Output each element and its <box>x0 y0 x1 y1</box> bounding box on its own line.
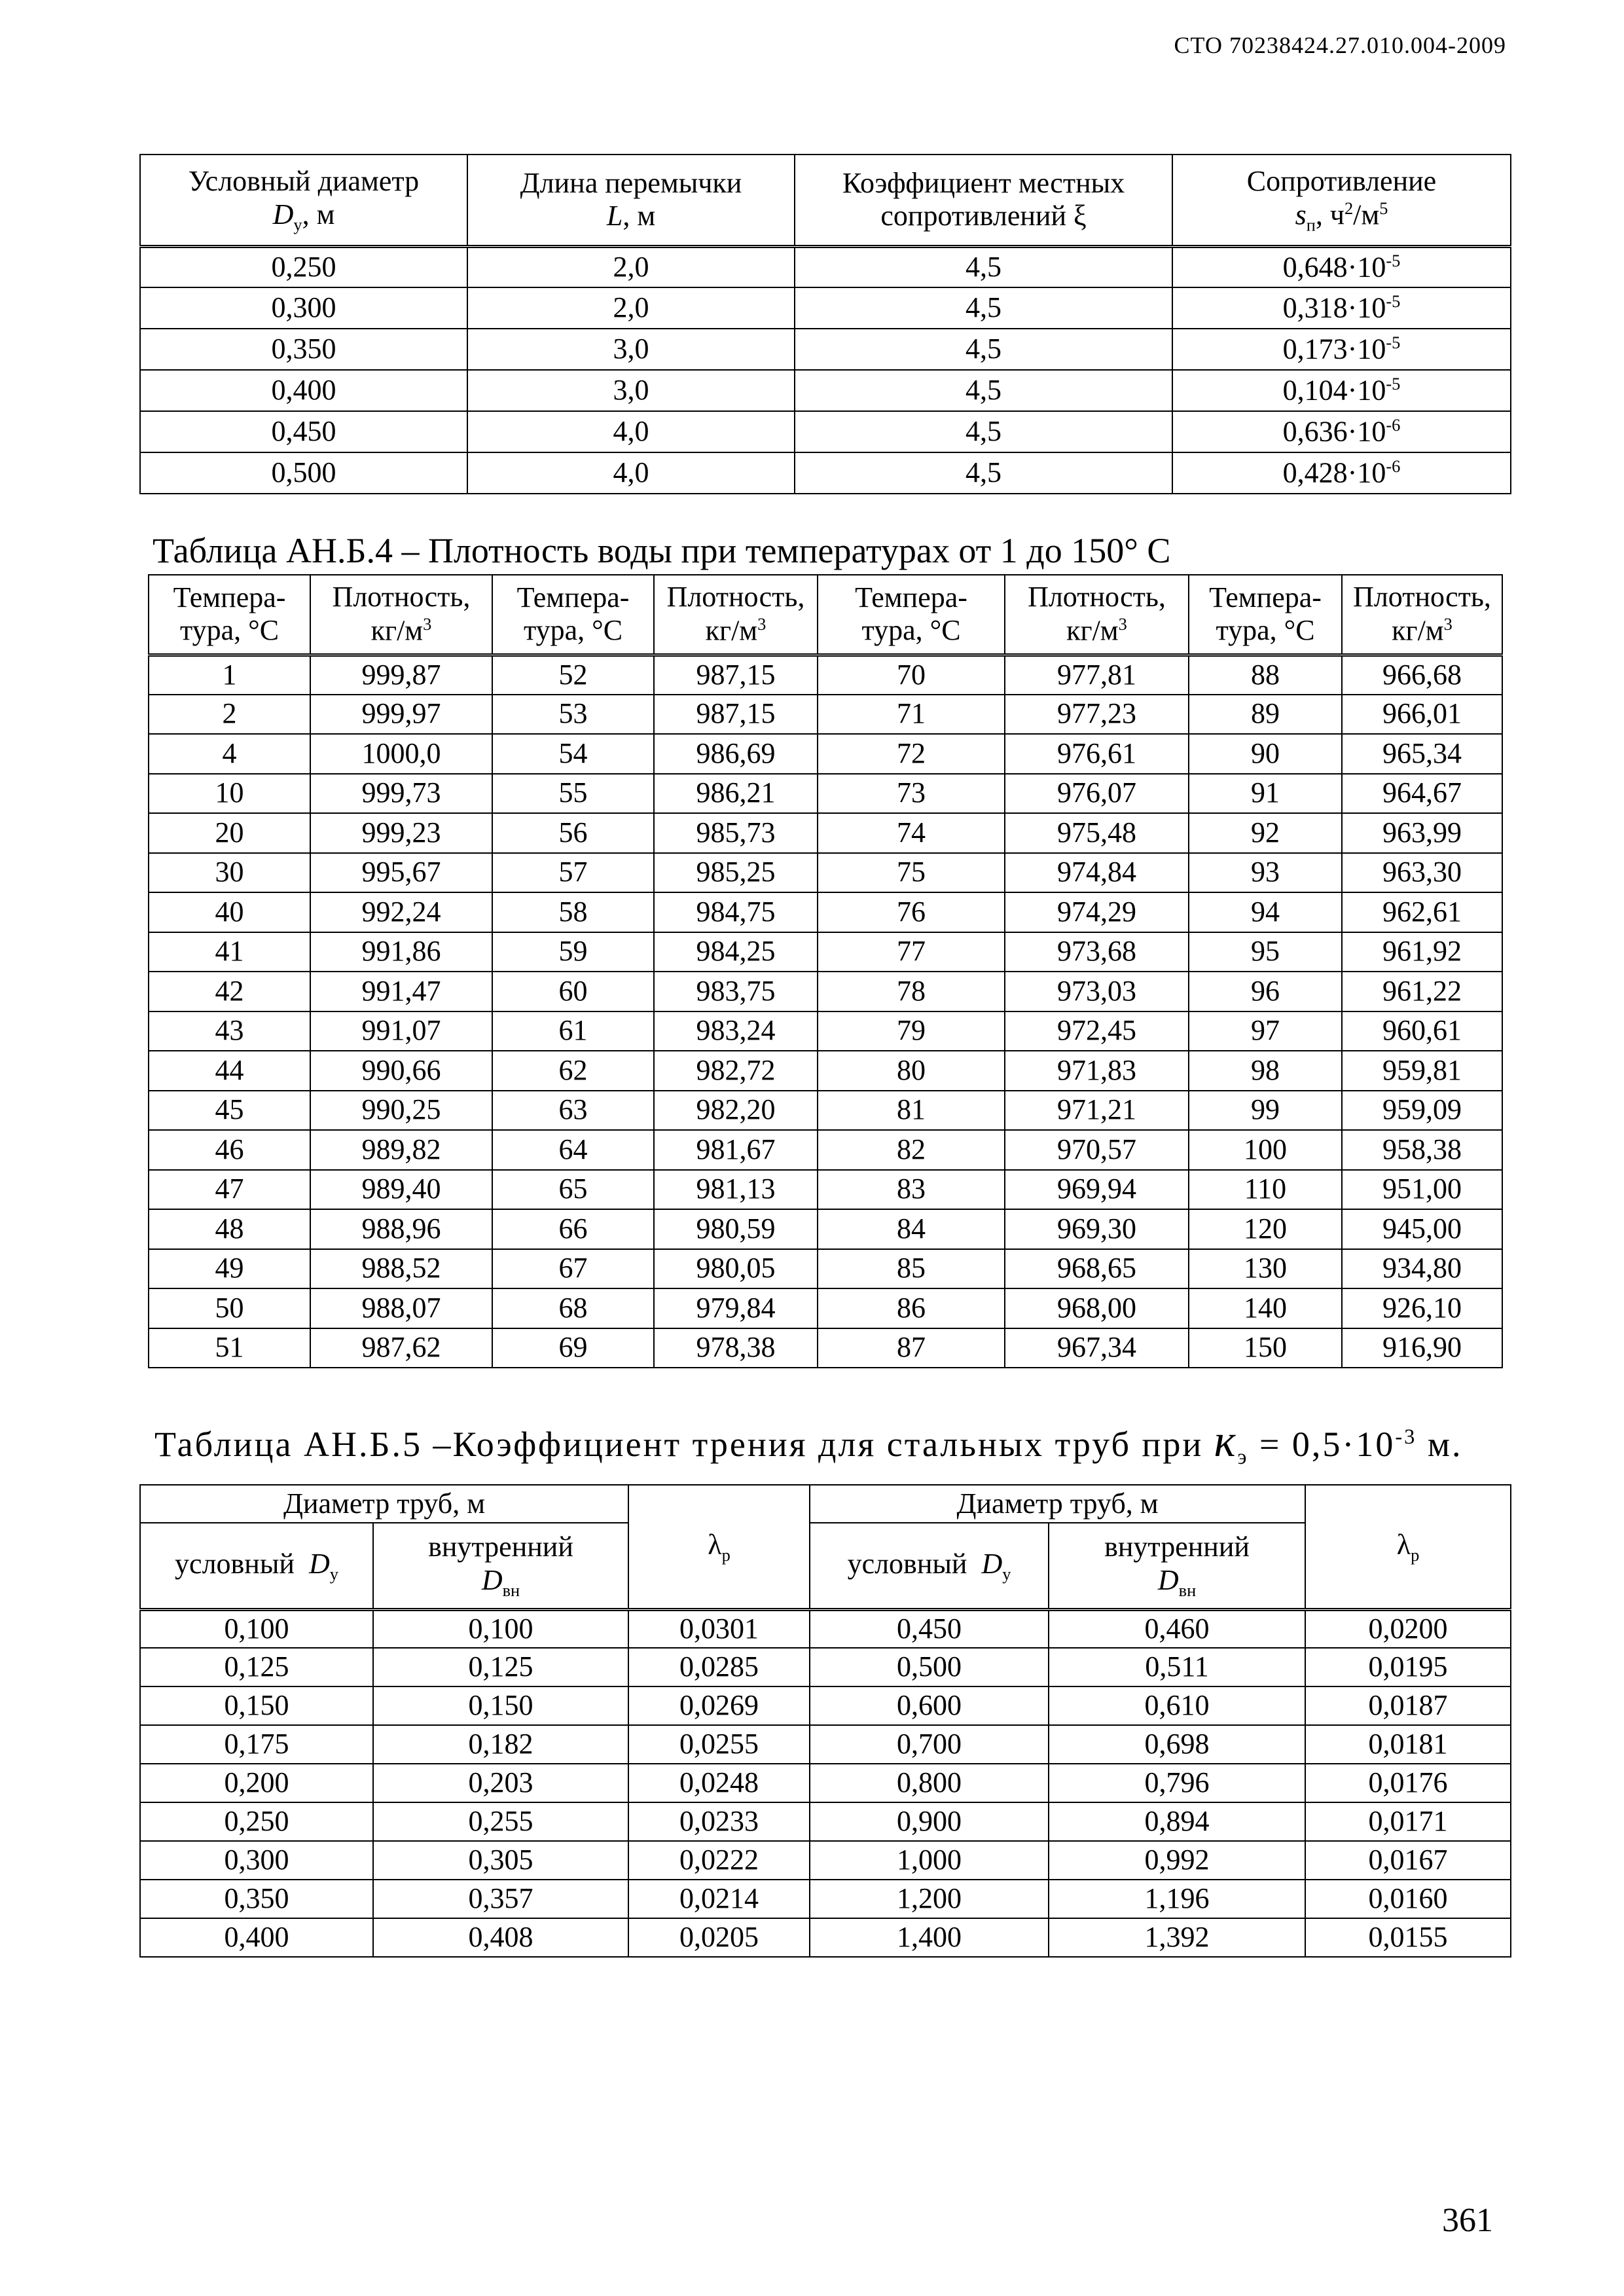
table-cell: $0,428\cdot 10^{-6}$ <box>1172 452 1511 494</box>
density-cell: 988,52 <box>310 1249 492 1289</box>
temperature-cell: 45 <box>149 1091 310 1131</box>
temperature-cell: 72 <box>818 734 1005 774</box>
table-cell: 0,175 <box>140 1725 373 1764</box>
table-cell: 0,203 <box>373 1764 628 1802</box>
temperature-cell: 43 <box>149 1011 310 1051</box>
density-cell: 951,00 <box>1342 1170 1502 1210</box>
density-cell: 965,34 <box>1342 734 1502 774</box>
temperature-cell: 90 <box>1189 734 1342 774</box>
temperature-cell: 130 <box>1189 1249 1342 1289</box>
temperature-cell: 70 <box>818 655 1005 695</box>
table-row <box>149 1328 1502 1368</box>
table-row <box>149 892 1502 932</box>
table-cell: 0,0167 <box>1305 1841 1511 1880</box>
temperature-cell: 51 <box>149 1328 310 1368</box>
table-cell: 0,460 <box>1049 1609 1305 1648</box>
density-cell: 916,90 <box>1342 1328 1502 1368</box>
temperature-cell: 73 <box>818 774 1005 814</box>
table-cell: 0,0155 <box>1305 1918 1511 1957</box>
temperature-cell: 150 <box>1189 1328 1342 1368</box>
table-cell: $0,636\cdot 10^{-6}$ <box>1172 411 1511 452</box>
temperature-cell: 76 <box>818 892 1005 932</box>
temperature-cell: 46 <box>149 1130 310 1170</box>
temperature-cell: 89 <box>1189 695 1342 735</box>
document-code: СТО 70238424.27.010.004-2009 <box>1174 32 1506 58</box>
temperature-cell: 82 <box>818 1130 1005 1170</box>
density-cell: 980,59 <box>654 1209 818 1249</box>
temperature-cell: 95 <box>1189 932 1342 972</box>
density-cell: 972,45 <box>1005 1011 1189 1051</box>
header-inner-diameter-left: внутренний $D_{вн}$ <box>373 1523 628 1609</box>
table-row <box>140 287 1511 329</box>
table-cell: 0,250 <box>140 246 467 287</box>
bypass-resistance-table <box>139 154 1511 494</box>
density-cell: 973,03 <box>1005 972 1189 1011</box>
table-header-row <box>140 155 1511 246</box>
temperature-cell: 85 <box>818 1249 1005 1289</box>
table-cell: 0,800 <box>810 1764 1049 1802</box>
header-lambda-right: $\lambda_р$ <box>1305 1485 1511 1609</box>
temperature-cell: 88 <box>1189 655 1342 695</box>
temperature-cell: 93 <box>1189 853 1342 893</box>
header-density: Плотность, $кг/м^3$ <box>654 575 818 655</box>
table-row <box>140 246 1511 287</box>
density-cell: 988,07 <box>310 1288 492 1328</box>
header-local-resistance-coefficient: Коэффициент местных сопротивлений ξ <box>795 155 1172 246</box>
table-caption-water-density: Таблица АН.Б.4 – Плотность воды при температурах от 1 до 150° С <box>153 531 1171 570</box>
table-cell: 0,350 <box>140 1880 373 1918</box>
temperature-cell: 61 <box>492 1011 654 1051</box>
density-cell: 945,00 <box>1342 1209 1502 1249</box>
density-cell: 961,22 <box>1342 972 1502 1011</box>
temperature-cell: 10 <box>149 774 310 814</box>
density-cell: 979,84 <box>654 1288 818 1328</box>
table-row <box>140 452 1511 494</box>
table-cell: 0,992 <box>1049 1841 1305 1880</box>
temperature-cell: 54 <box>492 734 654 774</box>
friction-coefficient-table <box>139 1484 1511 1958</box>
table-cell: 1,200 <box>810 1880 1049 1918</box>
table-cell: 1,400 <box>810 1918 1049 1957</box>
density-cell: 982,72 <box>654 1051 818 1091</box>
table-cell: 0,500 <box>810 1648 1049 1686</box>
table-row <box>149 774 1502 814</box>
temperature-cell: 59 <box>492 932 654 972</box>
table-row <box>149 1051 1502 1091</box>
temperature-cell: 120 <box>1189 1209 1342 1249</box>
temperature-cell: 65 <box>492 1170 654 1210</box>
table-cell: 0,900 <box>810 1802 1049 1841</box>
table-cell: 0,700 <box>810 1725 1049 1764</box>
table-row <box>149 853 1502 893</box>
temperature-cell: 57 <box>492 853 654 893</box>
table-row <box>149 1130 1502 1170</box>
density-cell: 989,40 <box>310 1170 492 1210</box>
table-cell: 0,511 <box>1049 1648 1305 1686</box>
density-cell: 983,24 <box>654 1011 818 1051</box>
table-header-row <box>140 1523 1511 1609</box>
temperature-cell: 40 <box>149 892 310 932</box>
table-cell: 2,0 <box>467 287 795 329</box>
table-cell: 0,182 <box>373 1725 628 1764</box>
table-row <box>140 1764 1511 1802</box>
header-pipe-diameter-group-left: Диаметр труб, м <box>140 1485 628 1523</box>
temperature-cell: 69 <box>492 1328 654 1368</box>
temperature-cell: 44 <box>149 1051 310 1091</box>
density-cell: 968,00 <box>1005 1288 1189 1328</box>
table-cell: 0,610 <box>1049 1686 1305 1725</box>
density-cell: 969,94 <box>1005 1170 1189 1210</box>
temperature-cell: 97 <box>1189 1011 1342 1051</box>
density-cell: 963,30 <box>1342 853 1502 893</box>
density-cell: 974,84 <box>1005 853 1189 893</box>
density-cell: 983,75 <box>654 972 818 1011</box>
density-cell: 976,07 <box>1005 774 1189 814</box>
table-cell: 0,450 <box>140 411 467 452</box>
density-cell: 934,80 <box>1342 1249 1502 1289</box>
density-cell: 1000,0 <box>310 734 492 774</box>
table-cell: 0,300 <box>140 287 467 329</box>
density-cell: 991,07 <box>310 1011 492 1051</box>
density-cell: 967,34 <box>1005 1328 1189 1368</box>
temperature-cell: 42 <box>149 972 310 1011</box>
temperature-cell: 74 <box>818 813 1005 853</box>
table-cell: 1,392 <box>1049 1918 1305 1957</box>
density-cell: 971,21 <box>1005 1091 1189 1131</box>
header-density: Плотность, $кг/м^3$ <box>1342 575 1502 655</box>
table-cell: 0,0187 <box>1305 1686 1511 1725</box>
temperature-cell: 68 <box>492 1288 654 1328</box>
temperature-cell: 60 <box>492 972 654 1011</box>
density-cell: 959,81 <box>1342 1051 1502 1091</box>
density-cell: 962,61 <box>1342 892 1502 932</box>
table-cell: 0,250 <box>140 1802 373 1841</box>
temperature-cell: 47 <box>149 1170 310 1210</box>
table-cell: $0,648\cdot 10^{-5}$ <box>1172 246 1511 287</box>
table-row <box>149 734 1502 774</box>
density-cell: 991,47 <box>310 972 492 1011</box>
temperature-cell: 92 <box>1189 813 1342 853</box>
density-cell: 982,20 <box>654 1091 818 1131</box>
header-resistance: Сопротивление $s_п$, $ч^2/м^5$ <box>1172 155 1511 246</box>
density-cell: 986,69 <box>654 734 818 774</box>
table-cell: 0,0233 <box>628 1802 810 1841</box>
density-cell: 971,83 <box>1005 1051 1189 1091</box>
density-cell: 987,15 <box>654 655 818 695</box>
table-cell: 0,0200 <box>1305 1609 1511 1648</box>
table-cell: 0,0248 <box>628 1764 810 1802</box>
table-caption-friction-coefficient: Таблица АН.Б.5 –Коэффициент трения для стальных труб при $к_э = 0,5\cdot 10^{-3}$ м. <box>154 1416 1463 1469</box>
table-row <box>149 813 1502 853</box>
table-row <box>140 1841 1511 1880</box>
table-cell: 0,408 <box>373 1918 628 1957</box>
density-cell: 966,68 <box>1342 655 1502 695</box>
table-cell: 3,0 <box>467 329 795 370</box>
table-cell: 0,0160 <box>1305 1880 1511 1918</box>
table-cell: $0,173\cdot 10^{-5}$ <box>1172 329 1511 370</box>
table-cell: 4,5 <box>795 246 1172 287</box>
header-bypass-length: Длина перемычки L, м <box>467 155 795 246</box>
density-cell: 978,38 <box>654 1328 818 1368</box>
temperature-cell: 63 <box>492 1091 654 1131</box>
header-nominal-diameter-right: условный $D_у$ <box>810 1523 1049 1609</box>
table-row <box>149 1209 1502 1249</box>
temperature-cell: 55 <box>492 774 654 814</box>
table-cell: 1,196 <box>1049 1880 1305 1918</box>
table-cell: 0,0195 <box>1305 1648 1511 1686</box>
table-cell: 4,5 <box>795 411 1172 452</box>
table-cell: 0,125 <box>140 1648 373 1686</box>
water-density-table <box>148 574 1503 1368</box>
temperature-cell: 110 <box>1189 1170 1342 1210</box>
temperature-cell: 20 <box>149 813 310 853</box>
table-cell: 0,0222 <box>628 1841 810 1880</box>
temperature-cell: 30 <box>149 853 310 893</box>
density-cell: 958,38 <box>1342 1130 1502 1170</box>
header-temperature: Темпера- тура, °С <box>492 575 654 655</box>
density-cell: 966,01 <box>1342 695 1502 735</box>
table-cell: 0,0269 <box>628 1686 810 1725</box>
temperature-cell: 2 <box>149 695 310 735</box>
temperature-cell: 49 <box>149 1249 310 1289</box>
density-cell: 973,68 <box>1005 932 1189 972</box>
table-row <box>149 932 1502 972</box>
table-cell: 0,0205 <box>628 1918 810 1957</box>
density-cell: 963,99 <box>1342 813 1502 853</box>
table-cell: 0,0181 <box>1305 1725 1511 1764</box>
table-row <box>149 1091 1502 1131</box>
table-row <box>149 972 1502 1011</box>
header-temperature: Темпера- тура, °С <box>149 575 310 655</box>
temperature-cell: 79 <box>818 1011 1005 1051</box>
temperature-cell: 87 <box>818 1328 1005 1368</box>
table-cell: 0,500 <box>140 452 467 494</box>
table-cell: 0,100 <box>140 1609 373 1648</box>
table-cell: 4,0 <box>467 452 795 494</box>
table-cell: 0,357 <box>373 1880 628 1918</box>
header-nominal-diameter: Условный диаметр $D_у$, м <box>140 155 467 246</box>
table-cell: 2,0 <box>467 246 795 287</box>
density-cell: 999,23 <box>310 813 492 853</box>
table-row <box>140 1918 1511 1957</box>
table-row <box>149 1170 1502 1210</box>
temperature-cell: 56 <box>492 813 654 853</box>
table-row <box>140 370 1511 411</box>
table-row <box>149 655 1502 695</box>
kappa-symbol: к <box>1214 1416 1238 1467</box>
density-cell: 974,29 <box>1005 892 1189 932</box>
table-row <box>149 1011 1502 1051</box>
density-cell: 977,81 <box>1005 655 1189 695</box>
table-header-row <box>149 575 1502 655</box>
density-cell: 970,57 <box>1005 1130 1189 1170</box>
table-cell: 0,200 <box>140 1764 373 1802</box>
density-cell: 988,96 <box>310 1209 492 1249</box>
temperature-cell: 96 <box>1189 972 1342 1011</box>
table-header-row <box>140 1485 1511 1523</box>
header-nominal-diameter-left: условный $D_у$ <box>140 1523 373 1609</box>
table-row <box>140 1648 1511 1686</box>
temperature-cell: 53 <box>492 695 654 735</box>
table-cell: 0,0255 <box>628 1725 810 1764</box>
header-density: Плотность, $кг/м^3$ <box>310 575 492 655</box>
table-cell: 3,0 <box>467 370 795 411</box>
table-cell: 0,150 <box>140 1686 373 1725</box>
density-cell: 959,09 <box>1342 1091 1502 1131</box>
table-cell: 0,0171 <box>1305 1802 1511 1841</box>
density-cell: 989,82 <box>310 1130 492 1170</box>
table-row <box>149 1288 1502 1328</box>
table-row <box>149 1249 1502 1289</box>
temperature-cell: 75 <box>818 853 1005 893</box>
temperature-cell: 99 <box>1189 1091 1342 1131</box>
temperature-cell: 84 <box>818 1209 1005 1249</box>
density-cell: 985,25 <box>654 853 818 893</box>
table-cell: 0,400 <box>140 1918 373 1957</box>
temperature-cell: 81 <box>818 1091 1005 1131</box>
density-cell: 990,25 <box>310 1091 492 1131</box>
table-cell: 4,5 <box>795 287 1172 329</box>
density-cell: 981,67 <box>654 1130 818 1170</box>
temperature-cell: 78 <box>818 972 1005 1011</box>
page-number: 361 <box>1442 2202 1493 2239</box>
table-row <box>140 411 1511 452</box>
temperature-cell: 4 <box>149 734 310 774</box>
density-cell: 960,61 <box>1342 1011 1502 1051</box>
density-cell: 999,97 <box>310 695 492 735</box>
density-cell: 968,65 <box>1005 1249 1189 1289</box>
temperature-cell: 66 <box>492 1209 654 1249</box>
table-cell: 0,100 <box>373 1609 628 1648</box>
density-cell: 995,67 <box>310 853 492 893</box>
table-cell: 0,450 <box>810 1609 1049 1648</box>
table-cell: 1,000 <box>810 1841 1049 1880</box>
temperature-cell: 1 <box>149 655 310 695</box>
table-cell: 4,0 <box>467 411 795 452</box>
table-cell: 0,600 <box>810 1686 1049 1725</box>
table-cell: 0,698 <box>1049 1725 1305 1764</box>
temperature-cell: 71 <box>818 695 1005 735</box>
temperature-cell: 80 <box>818 1051 1005 1091</box>
table-cell: 4,5 <box>795 370 1172 411</box>
header-density: Плотность, $кг/м^3$ <box>1005 575 1189 655</box>
table-row <box>140 1725 1511 1764</box>
density-cell: 984,75 <box>654 892 818 932</box>
temperature-cell: 48 <box>149 1209 310 1249</box>
density-cell: 991,86 <box>310 932 492 972</box>
density-cell: 975,48 <box>1005 813 1189 853</box>
table-cell: 0,350 <box>140 329 467 370</box>
temperature-cell: 100 <box>1189 1130 1342 1170</box>
table-cell: 0,150 <box>373 1686 628 1725</box>
table-row <box>140 1686 1511 1725</box>
density-cell: 986,21 <box>654 774 818 814</box>
density-cell: 980,05 <box>654 1249 818 1289</box>
header-pipe-diameter-group-right: Диаметр труб, м <box>810 1485 1305 1523</box>
table-cell: 0,796 <box>1049 1764 1305 1802</box>
density-cell: 981,13 <box>654 1170 818 1210</box>
density-cell: 999,73 <box>310 774 492 814</box>
density-cell: 992,24 <box>310 892 492 932</box>
density-cell: 961,92 <box>1342 932 1502 972</box>
table-row <box>149 695 1502 735</box>
table-cell: 0,0285 <box>628 1648 810 1686</box>
temperature-cell: 64 <box>492 1130 654 1170</box>
table-cell: 0,400 <box>140 370 467 411</box>
density-cell: 926,10 <box>1342 1288 1502 1328</box>
header-lambda-left: $\lambda_р$ <box>628 1485 810 1609</box>
header-temperature: Темпера- тура, °С <box>1189 575 1342 655</box>
density-cell: 987,62 <box>310 1328 492 1368</box>
table-cell: 4,5 <box>795 452 1172 494</box>
table-cell: 0,305 <box>373 1841 628 1880</box>
temperature-cell: 77 <box>818 932 1005 972</box>
density-cell: 976,61 <box>1005 734 1189 774</box>
density-cell: 990,66 <box>310 1051 492 1091</box>
table-cell: 0,255 <box>373 1802 628 1841</box>
table-cell: $0,104\cdot 10^{-5}$ <box>1172 370 1511 411</box>
density-cell: 987,15 <box>654 695 818 735</box>
density-cell: 984,25 <box>654 932 818 972</box>
temperature-cell: 83 <box>818 1170 1005 1210</box>
density-cell: 964,67 <box>1342 774 1502 814</box>
temperature-cell: 98 <box>1189 1051 1342 1091</box>
table-cell: 0,0214 <box>628 1880 810 1918</box>
table-row <box>140 1880 1511 1918</box>
table-cell: 0,0176 <box>1305 1764 1511 1802</box>
temperature-cell: 91 <box>1189 774 1342 814</box>
table-row <box>140 1802 1511 1841</box>
table-cell: 0,0301 <box>628 1609 810 1648</box>
temperature-cell: 86 <box>818 1288 1005 1328</box>
table-row <box>140 329 1511 370</box>
density-cell: 969,30 <box>1005 1209 1189 1249</box>
temperature-cell: 67 <box>492 1249 654 1289</box>
table-cell: $0,318\cdot 10^{-5}$ <box>1172 287 1511 329</box>
temperature-cell: 50 <box>149 1288 310 1328</box>
table-cell: 0,894 <box>1049 1802 1305 1841</box>
temperature-cell: 58 <box>492 892 654 932</box>
temperature-cell: 52 <box>492 655 654 695</box>
temperature-cell: 41 <box>149 932 310 972</box>
density-cell: 977,23 <box>1005 695 1189 735</box>
header-temperature: Темпера- тура, °С <box>818 575 1005 655</box>
table-cell: 0,300 <box>140 1841 373 1880</box>
temperature-cell: 140 <box>1189 1288 1342 1328</box>
header-inner-diameter-right: внутренний $D_{вн}$ <box>1049 1523 1305 1609</box>
table-row <box>140 1609 1511 1648</box>
temperature-cell: 62 <box>492 1051 654 1091</box>
temperature-cell: 94 <box>1189 892 1342 932</box>
density-cell: 985,73 <box>654 813 818 853</box>
table-cell: 0,125 <box>373 1648 628 1686</box>
density-cell: 999,87 <box>310 655 492 695</box>
table-cell: 4,5 <box>795 329 1172 370</box>
